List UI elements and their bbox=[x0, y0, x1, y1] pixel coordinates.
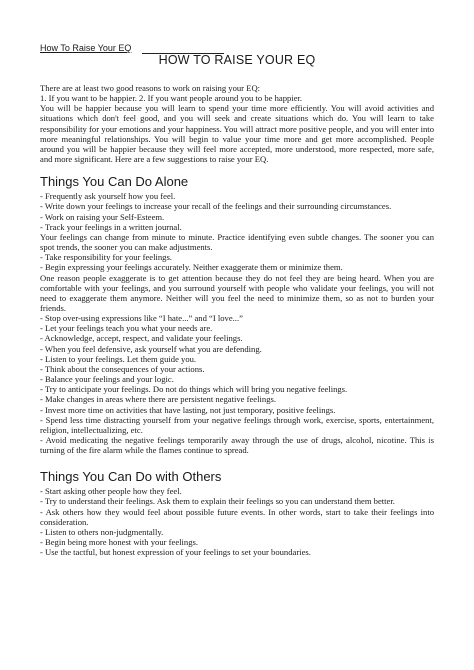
list-item: Your feelings can change from minute to minute. Practice identifying even subtle changes. The sooner you can spot trends, the sooner you can make adjustments. bbox=[40, 231, 434, 253]
section-heading-others: Things You Can Do with Others bbox=[40, 469, 222, 485]
list-item: - Frequently ask yourself how you feel. bbox=[40, 191, 176, 202]
section-alone-list bbox=[40, 191, 434, 455]
intro-paragraph: 1. If you want to be happier. 2. If you want people around you to be happier. bbox=[40, 93, 303, 104]
list-item: - Begin being more honest with your feelings. bbox=[40, 537, 198, 548]
list-item: - Make changes in areas where there are persistent negative feelings. bbox=[40, 394, 276, 405]
list-item: - Take responsibility for your feelings. bbox=[40, 252, 172, 263]
list-item: - Avoid medicating the negative feelings temporarily away through the use of drugs, alcohol, nicotine. This is turning of the fire alarm while the flames continue to spread. bbox=[40, 435, 434, 456]
list-item: - Let your feelings teach you what your needs are. bbox=[40, 323, 213, 334]
list-item: - Acknowledge, accept, respect, and validate your feelings. bbox=[40, 333, 243, 344]
section-heading-alone: Things You Can Do Alone bbox=[40, 174, 189, 190]
intro-paragraph: You will be happier because you will learn to spend your time more efficiently. You will avoid activities and situations which don't feel good, and you will seek and create situations which do. You will learn to take responsibility for your emotions and your happiness. You will attract more positive people, and you will enter into more meaningful relationships. You will begin to value your time more and get more accomplished. People around you will be happier because they will feel more accepted, more understood, more respected, more safe, and more significant. Here are a few suggestions to raise your EQ. bbox=[40, 103, 434, 165]
running-head: How To Raise Your EQ bbox=[40, 43, 132, 53]
list-item: - Ask others how they would feel about possible future events. In other words, start to take their feelings into consideration. bbox=[40, 506, 434, 527]
document-body bbox=[40, 83, 434, 557]
intro-section bbox=[40, 83, 434, 164]
list-item: - Listen to your feelings. Let them guide you. bbox=[40, 353, 197, 364]
document-title: HOW TO RAISE YOUR EQ bbox=[158, 53, 316, 67]
list-item: - Work on raising your Self-Esteem. bbox=[40, 211, 165, 222]
list-item: - Try to anticipate your feelings. Do not do things which will bring you negative feelings. bbox=[40, 384, 348, 395]
list-item: - Try to understand their feelings. Ask them to explain their feelings so you can understand them better. bbox=[40, 496, 395, 507]
list-item: - Write down your feelings to increase your recall of the feelings and their surrounding circumstances. bbox=[40, 201, 392, 212]
section-others-list bbox=[40, 486, 434, 557]
list-item: - Listen to others non-judgmentally. bbox=[40, 526, 164, 537]
list-item: - Stop over-using expressions like “I hate...” and “I love...” bbox=[40, 313, 243, 324]
list-item: - Think about the consequences of your actions. bbox=[40, 363, 205, 374]
list-item: - When you feel defensive, ask yourself what you are defending. bbox=[40, 343, 262, 354]
list-item: - Track your feelings in a written journal. bbox=[40, 221, 182, 232]
list-item: - Spend less time distracting yourself from your negative feelings through work, exercise, sports, entertainment, religion, intellectualizing, etc. bbox=[40, 414, 434, 435]
list-item: - Invest more time on activities that have lasting, not just temporary, positive feelings. bbox=[40, 404, 336, 415]
list-item: One reason people exaggerate is to get attention because they do not feel they are being heard. When you are comfortable with your feelings, and you surround yourself with people who validate your feelings, you will not need to exaggerate them anymore. Neither will you feel the need to minimize them, so as not to burden your friends. bbox=[40, 272, 434, 313]
list-item: - Balance your feelings and your logic. bbox=[40, 374, 174, 385]
list-item: - Begin expressing your feelings accurately. Neither exaggerate them or minimize them. bbox=[40, 262, 343, 273]
list-item: - Start asking other people how they feel. bbox=[40, 486, 182, 497]
list-item: - Use the tactful, but honest expression of your feelings to set your boundaries. bbox=[40, 547, 311, 558]
intro-paragraph: There are at least two good reasons to work on raising your EQ: bbox=[40, 83, 261, 93]
